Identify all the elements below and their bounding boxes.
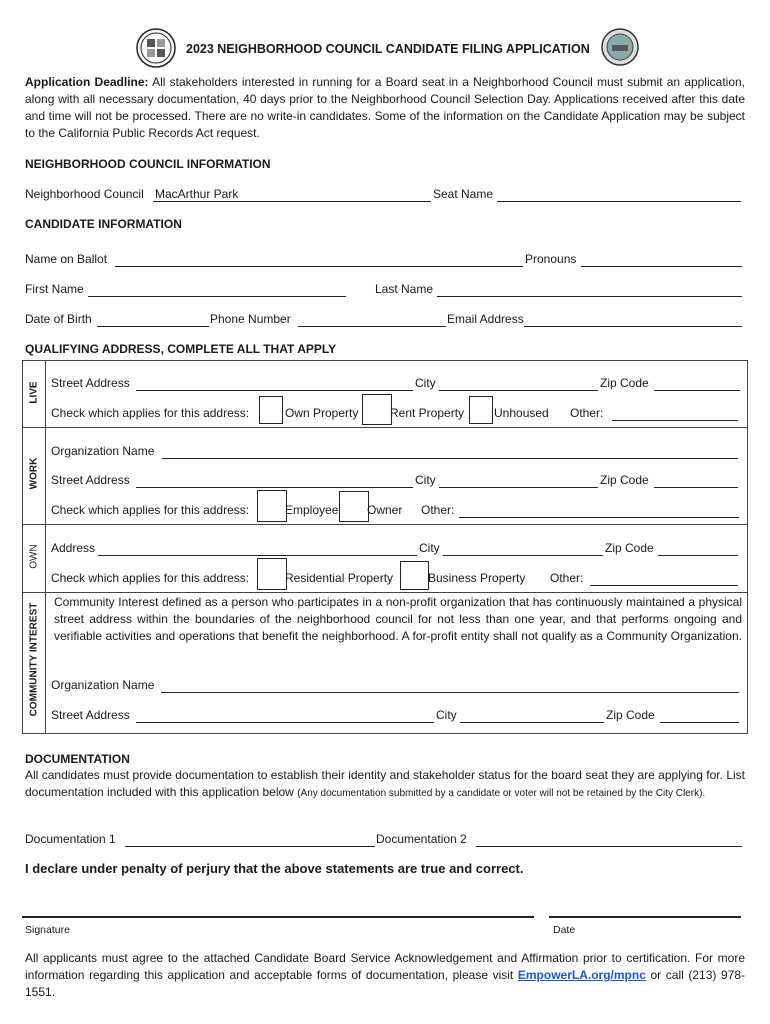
own-address-label: Address — [51, 541, 96, 555]
table-divider — [45, 360, 46, 733]
doc1-label: Documentation 1 — [25, 832, 116, 846]
candidate-heading: CANDIDATE INFORMATION — [25, 217, 182, 231]
documentation-paragraph — [25, 767, 745, 802]
own-city-label: City — [419, 541, 440, 555]
work-org-label: Organization Name — [51, 444, 155, 458]
business-property-checkbox[interactable] — [400, 561, 429, 590]
empowerla-seal-icon — [601, 28, 639, 66]
unhoused-checkbox[interactable] — [469, 396, 493, 424]
community-section-label-cell — [22, 592, 45, 732]
pronouns-label: Pronouns — [525, 252, 577, 266]
work-other-field[interactable] — [459, 517, 739, 518]
own-address-field[interactable] — [98, 555, 417, 556]
live-zip-label: Zip Code — [600, 376, 649, 390]
nc-field-line — [153, 201, 431, 202]
work-org-field[interactable] — [162, 458, 738, 459]
business-property-label: Business Property — [428, 571, 526, 585]
empowerla-link[interactable]: EmpowerLA.org/mpnc — [517, 968, 646, 982]
date-field[interactable] — [549, 916, 741, 918]
documentation-text: All candidates must provide documentation to establish their identity and stakeholder status for the board seat they are applying for. List documentation included with this application below — [25, 768, 745, 799]
dob-field[interactable] — [97, 326, 209, 327]
live-zip-field[interactable] — [654, 390, 740, 391]
signature-field[interactable] — [22, 916, 534, 918]
work-check-label: Check which applies for this address: — [51, 503, 250, 517]
date-label: Date — [553, 924, 576, 936]
work-other-label: Other: — [421, 503, 455, 517]
last-name-label: Last Name — [375, 282, 434, 296]
residential-property-label: Residential Property — [285, 571, 394, 585]
own-zip-field[interactable] — [658, 555, 738, 556]
footer-paragraph — [25, 950, 745, 1001]
doc2-field[interactable] — [476, 846, 742, 847]
own-property-label: Own Property — [285, 406, 359, 420]
unhoused-label: Unhoused — [494, 406, 549, 420]
seat-label: Seat Name — [433, 187, 494, 201]
footer-text: All applicants must agree to the attached Candidate Board Service Acknowledgement and Affirmation prior to certification. For more information regarding this application and acceptable forms of documentation, please visit — [25, 951, 745, 982]
owner-label: Owner — [367, 503, 403, 517]
rent-property-checkbox[interactable] — [362, 394, 392, 425]
signature-label: Signature — [25, 924, 70, 936]
community-city-field[interactable] — [460, 722, 604, 723]
work-street-field[interactable] — [136, 487, 413, 488]
community-zip-label: Zip Code — [606, 708, 655, 722]
work-city-label: City — [415, 473, 436, 487]
own-zip-label: Zip Code — [605, 541, 654, 555]
declaration-statement: I declare under penalty of perjury that the above statements are true and correct. — [25, 861, 524, 876]
ballot-field[interactable] — [115, 266, 523, 267]
residential-property-checkbox[interactable] — [257, 558, 287, 590]
intro-paragraph — [25, 74, 745, 142]
doc2-label: Documentation 2 — [376, 832, 467, 846]
email-field[interactable] — [524, 326, 742, 327]
live-check-label: Check which applies for this address: — [51, 406, 250, 420]
own-other-label: Other: — [550, 571, 584, 585]
community-description: Community Interest defined as a person who participates in a non-profit organization that has continuously maintained a physical street address within the boundaries of the neighborhood council for not less than one year, and that performs ongoing and verifiable activities and operations that benefit the neighborhood. A for-profit entity shall not qualify as a Community Organization. — [54, 595, 742, 643]
seat-field[interactable] — [497, 201, 741, 202]
nc-info-heading: NEIGHBORHOOD COUNCIL INFORMATION — [25, 157, 271, 171]
work-zip-label: Zip Code — [600, 473, 649, 487]
own-check-label: Check which applies for this address: — [51, 571, 250, 585]
dob-label: Date of Birth — [25, 312, 92, 326]
intro-text: All stakeholders interested in running for a Board seat in a Neighborhood Council must submit an application, along with all necessary documentation, 40 days prior to the Neighborhood Council Selection Day. Applications received after this date and time will not be processed. There are no write-in candidates. Some of the information on the Candidate Application may be subject to the California Public Records Act request. — [25, 75, 745, 140]
community-street-field[interactable] — [136, 722, 434, 723]
own-section-label-cell — [22, 524, 45, 592]
live-city-field[interactable] — [439, 390, 598, 391]
qualifying-heading: QUALIFYING ADDRESS, COMPLETE ALL THAT APPLY — [25, 342, 337, 356]
live-section-label-cell — [22, 360, 45, 427]
pronouns-field[interactable] — [581, 266, 742, 267]
live-section-label: LIVE — [28, 381, 40, 404]
table-row-line — [22, 592, 747, 593]
table-row-line — [22, 427, 747, 428]
city-seal-icon — [136, 28, 176, 68]
own-section-label: OWN — [28, 544, 40, 569]
deadline-label: Application Deadline: — [25, 75, 149, 89]
last-name-field[interactable] — [437, 296, 742, 297]
phone-label: Phone Number — [210, 312, 291, 326]
own-other-field[interactable] — [590, 585, 738, 586]
live-other-field[interactable] — [612, 420, 738, 421]
phone-field[interactable] — [298, 326, 446, 327]
first-name-label: First Name — [25, 282, 84, 296]
work-section-label: WORK — [28, 457, 40, 490]
own-property-checkbox[interactable] — [259, 396, 283, 424]
work-street-label: Street Address — [51, 473, 130, 487]
rent-property-label: Rent Property — [390, 406, 465, 420]
live-city-label: City — [415, 376, 436, 390]
documentation-note: (Any documentation submitted by a candidate or voter will not be retained by the City Clerk). — [297, 788, 706, 799]
nc-value[interactable]: MacArthur Park — [155, 187, 239, 201]
community-org-field[interactable] — [161, 692, 739, 693]
email-label: Email Address — [447, 312, 524, 326]
community-org-label: Organization Name — [51, 678, 155, 692]
employee-label: Employee — [285, 503, 339, 517]
doc1-field[interactable] — [125, 846, 375, 847]
community-section-label: COMMUNITY INTEREST — [28, 602, 40, 717]
nc-label: Neighborhood Council — [25, 187, 144, 201]
first-name-field[interactable] — [88, 296, 346, 297]
live-street-label: Street Address — [51, 376, 130, 390]
documentation-heading: DOCUMENTATION — [25, 752, 130, 766]
ballot-label: Name on Ballot — [25, 252, 108, 266]
community-street-label: Street Address — [51, 708, 130, 722]
community-city-label: City — [436, 708, 457, 722]
employee-checkbox[interactable] — [257, 490, 287, 522]
footer-tail: or call (213) 978-1551. — [25, 968, 746, 999]
page-title: 2023 NEIGHBORHOOD COUNCIL CANDIDATE FILING APPLICATION — [186, 42, 590, 56]
table-row-line — [22, 524, 747, 525]
work-zip-field[interactable] — [654, 487, 738, 488]
owner-checkbox[interactable] — [339, 491, 369, 522]
own-city-field[interactable] — [443, 555, 603, 556]
live-other-label: Other: — [570, 406, 604, 420]
work-city-field[interactable] — [439, 487, 598, 488]
community-zip-field[interactable] — [660, 722, 739, 723]
live-street-field[interactable] — [136, 390, 413, 391]
